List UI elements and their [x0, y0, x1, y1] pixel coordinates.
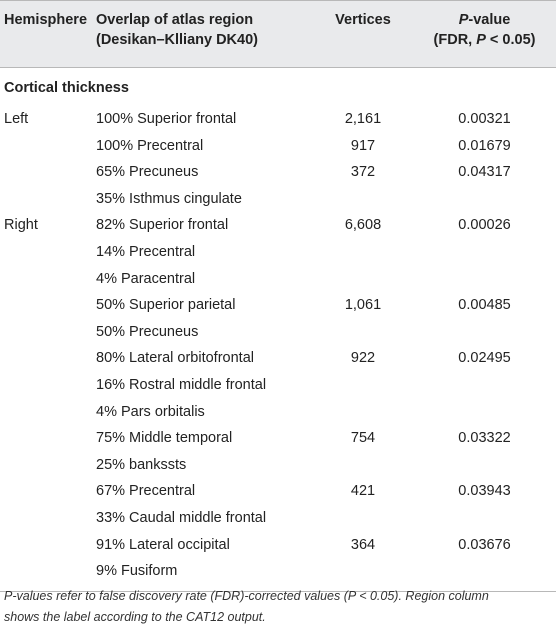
table-row: [0, 507, 556, 534]
header-pvalue-line2: [413, 30, 556, 50]
cell-vertices: 6,608: [344, 217, 382, 234]
table-footnote: [4, 586, 550, 628]
cell-vertices: 421: [350, 483, 376, 500]
table-row: [0, 347, 556, 374]
cell-region: 75% Middle temporal: [96, 430, 233, 447]
table-row: [0, 427, 556, 454]
cell-pvalue: 0.03322: [458, 430, 511, 447]
table-row: [0, 454, 556, 481]
cell-region: 14% Precentral: [96, 243, 196, 260]
header-region-line2: (Desikan–Klliany DK40): [96, 32, 258, 48]
cell-vertices: 372: [350, 164, 376, 181]
table-row: [0, 480, 556, 507]
cell-region: 33% Caudal middle frontal: [96, 509, 267, 526]
header-pvalue-fdr: (FDR,: [433, 32, 477, 48]
section-row: [0, 67, 556, 108]
cell-vertices: 1,061: [344, 297, 382, 314]
cell-pvalue: 0.01679: [458, 137, 511, 154]
table-row: [0, 321, 556, 348]
cell-region: 80% Lateral orbitofrontal: [96, 350, 254, 367]
section-title: Cortical thickness: [4, 80, 129, 96]
footnote-line1: P-values refer to false discovery rate (FDR)-corrected values (P < 0.05). Region column: [4, 589, 489, 603]
table-row: [0, 161, 556, 188]
cell-region: 100% Precentral: [96, 137, 204, 154]
cell-region: 91% Lateral occipital: [96, 536, 230, 553]
header-pvalue-line1: [413, 10, 556, 30]
cell-region: 82% Superior frontal: [96, 217, 229, 234]
table-row: [0, 135, 556, 162]
header-region-line1: Overlap of atlas region: [96, 12, 254, 28]
cell-vertices: 754: [350, 430, 376, 447]
cell-region: 50% Superior parietal: [96, 297, 236, 314]
cell-pvalue: 0.03676: [458, 536, 511, 553]
cell-pvalue: 0.00485: [458, 297, 511, 314]
header-pvalue-p: P: [458, 12, 469, 28]
cell-region: 4% Pars orbitalis: [96, 403, 205, 420]
cell-pvalue: 0.00026: [458, 217, 511, 234]
table-row: [0, 214, 556, 241]
header-pvalue: [413, 10, 556, 50]
cell-hemisphere: Right: [4, 217, 38, 234]
table-header: [0, 0, 556, 67]
cell-region: 9% Fusiform: [96, 563, 178, 580]
cell-region: 67% Precentral: [96, 483, 196, 500]
cell-pvalue: 0.04317: [458, 164, 511, 181]
cell-region: 50% Precuneus: [96, 323, 199, 340]
table-body: [0, 108, 556, 587]
cell-vertices: 2,161: [344, 111, 382, 127]
cell-pvalue: 0.03943: [458, 483, 511, 500]
table-row: [0, 374, 556, 401]
header-hemisphere: Hemisphere: [4, 12, 88, 28]
table-row: [0, 294, 556, 321]
cell-region: 16% Rostral middle frontal: [96, 376, 267, 393]
table-row: [0, 108, 556, 135]
table-row: [0, 268, 556, 295]
header-region: [96, 10, 258, 50]
header-vertices: Vertices: [335, 12, 391, 28]
cell-region: 4% Paracentral: [96, 270, 196, 287]
table-row: [0, 188, 556, 215]
cell-pvalue: 0.02495: [458, 350, 511, 367]
header-pvalue-p2: P: [476, 32, 486, 48]
cell-pvalue: 0.00321: [458, 111, 511, 127]
cell-region: 100% Superior frontal: [96, 111, 237, 127]
cell-region: 25% bankssts: [96, 456, 187, 473]
table-row: [0, 401, 556, 428]
table-row: [0, 534, 556, 561]
header-pvalue-threshold: < 0.05): [485, 32, 536, 48]
cell-vertices: 364: [350, 536, 376, 553]
cell-vertices: 917: [350, 137, 376, 154]
table-row: [0, 560, 556, 587]
cell-hemisphere: Left: [4, 111, 29, 127]
cell-region: 35% Isthmus cingulate: [96, 190, 242, 207]
cell-vertices: 922: [350, 350, 376, 367]
header-pvalue-rest: -value: [468, 12, 511, 28]
cell-region: 65% Precuneus: [96, 164, 199, 181]
table-row: [0, 241, 556, 268]
footnote-line2: shows the label according to the CAT12 output.: [4, 610, 266, 624]
